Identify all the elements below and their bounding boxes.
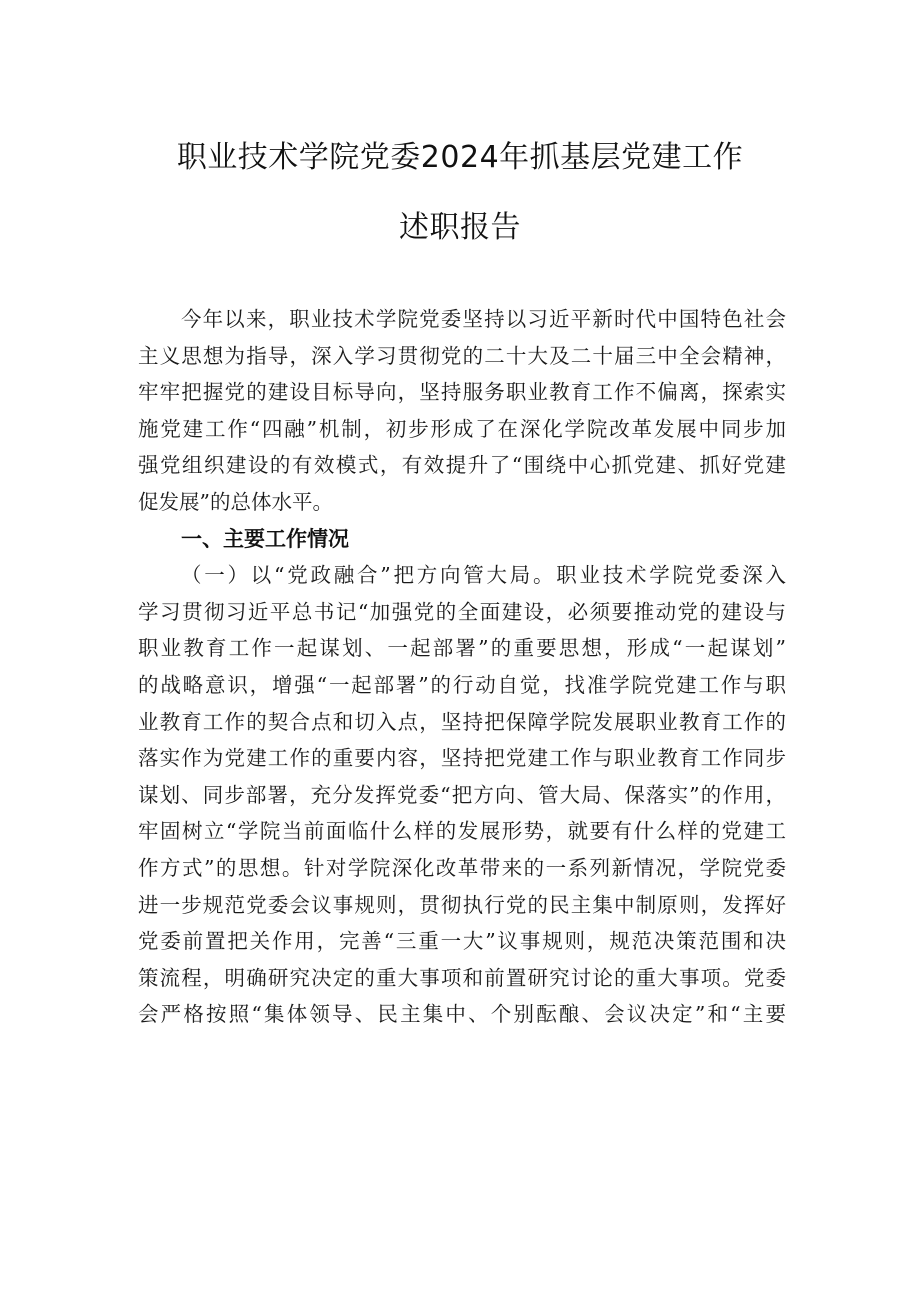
paragraph-line: 学习贯彻习近平总书记“加强党的全面建设，必须要推动党的建设与 [138,599,786,624]
document-title-line-2: 述职报告 [399,210,521,245]
paragraph-line: 今年以来，职业技术学院党委坚持以习近平新时代中国特色社会 [181,307,786,331]
paragraph-line: 策流程，明确研究决定的重大事项和前置研究讨论的重大事项。党委 [138,965,786,990]
paragraph-line: 业教育工作的契合点和切入点，坚持把保障学院发展职业教育工作的 [138,709,786,734]
paragraph-line: 牢固树立“学院当前面临什么样的发展形势，就要有什么样的党建工 [138,819,786,844]
paragraph-line: 谋划、同步部署，充分发挥党委“把方向、管大局、保落实”的作用， [138,782,786,807]
paragraph-line: 作方式”的思想。针对学院深化改革带来的一系列新情况，学院党委 [138,855,786,880]
document-title-line-1: 职业技术学院党委2024年抓基层党建工作 [176,140,744,175]
paragraph-line: 落实作为党建工作的重要内容，坚持把党建工作与职业教育工作同步 [138,746,786,771]
paragraph-line: 施党建工作“四融”机制，初步形成了在深化学院改革发展中同步加 [138,416,786,441]
paragraph-line: 职业教育工作一起谋划、一起部署”的重要思想，形成“一起谋划” [138,636,786,661]
paragraph-line: 的战略意识，增强“一起部署”的行动自觉，找准学院党建工作与职 [138,672,786,697]
paragraph-line: 进一步规范党委会议事规则，贯彻执行党的民主集中制原则，发挥好 [138,892,786,917]
section-heading: 一、主要工作情况 [181,526,349,551]
paragraph-line: 会严格按照“集体领导、民主集中、个别酝酿、会议决定”和“主要 [138,1002,786,1027]
paragraph-line: 促发展”的总体水平。 [138,489,333,514]
paragraph-line: 强党组织建设的有效模式，有效提升了“围绕中心抓党建、抓好党建 [138,453,786,478]
paragraph-line: 牢牢把握党的建设目标导向，坚持服务职业教育工作不偏离，探索实 [138,380,786,405]
document-body [138,301,786,1033]
paragraph-line: 主义思想为指导，深入学习贯彻党的二十大及二十届三中全会精神， [138,343,786,368]
paragraph-line: （一）以“党政融合”把方向管大局。职业技术学院党委深入 [181,563,786,588]
intro-paragraph [138,301,786,521]
paragraph-line: 党委前置把关作用，完善“三重一大”议事规则，规范决策范围和决 [138,929,786,954]
section-1-paragraph [138,557,786,1033]
